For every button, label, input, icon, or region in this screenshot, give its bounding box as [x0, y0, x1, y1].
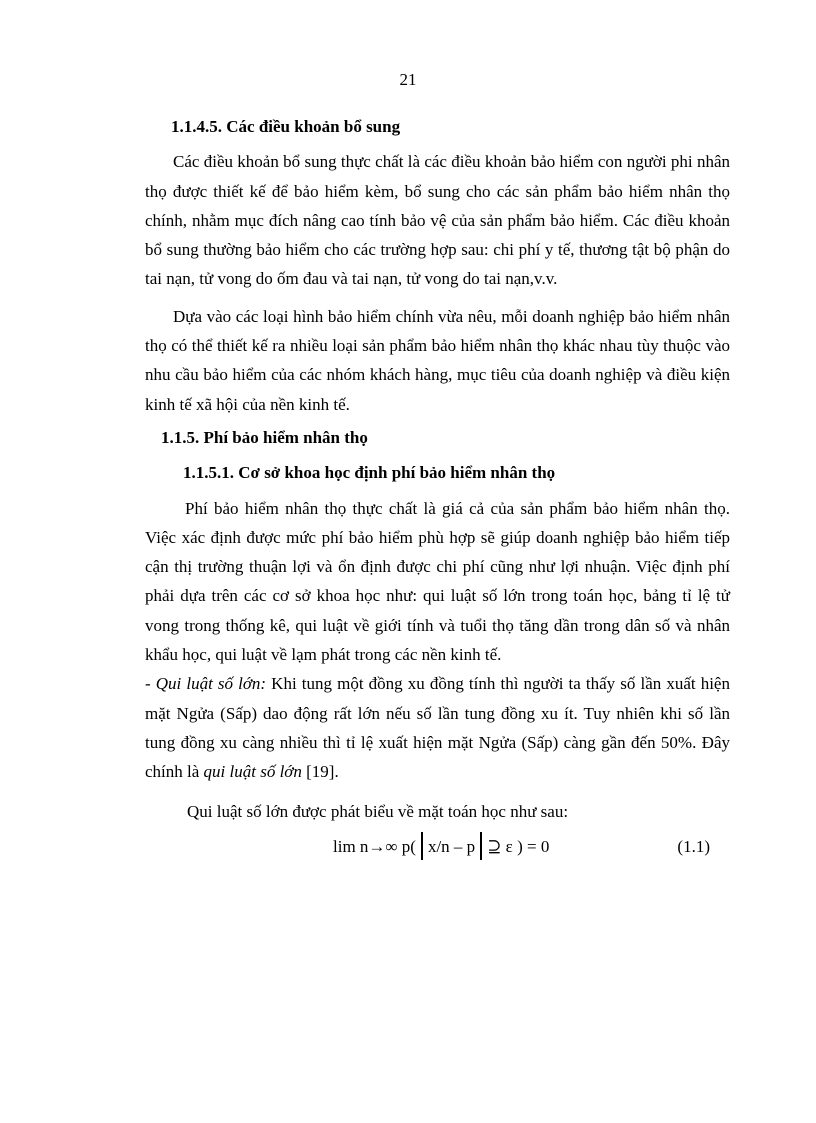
page-content: [145, 112, 730, 866]
law-prefix: -: [145, 674, 156, 694]
page-number: 21: [399, 70, 417, 89]
law-reference: [19].: [301, 762, 339, 782]
formula-number: (1.1): [677, 836, 710, 856]
section-heading-1-1-4-5: 1.1.4.5. Các điều khoản bổ sung: [171, 117, 401, 136]
paragraph: Các điều khoản bổ sung thực chất là các điều khoản bảo hiểm con người phi nhân thọ được thiết kế để bảo hiểm kèm, bổ sung cho các sản phẩm bảo hiểm nhân thọ chính, nhằm mục đích nâng cao tính bảo vệ của sản phẩm bảo hiểm. Các điều khoản bổ sung thường bảo hiểm cho các trường hợp sau: chi phí y tế, thương tật bộ phận do tai nạn, tử vong do ốm đau và tai nạn, tử vong do tai nạn,v.v.: [145, 152, 730, 289]
paragraph: Phí bảo hiểm nhân thọ thực chất là giá cả của sản phẩm bảo hiểm nhân thọ. Việc xác định được mức phí bảo hiểm phù hợp sẽ giúp doanh nghiệp bảo hiểm tiếp cận thị trường thuận lợi và ổn định được chi phí cũng như lợi nhuận. Việc định phí phải dựa trên các cơ sở khoa học như: qui luật số lớn trong toán học, bảng tỉ lệ tử vong trong thống kê, qui luật về giới tính và tuổi thọ tăng dần trong dân số và nhân khẩu học, qui luật về lạm phát trong các nền kinh tế.: [145, 498, 730, 665]
law-paragraph: [145, 669, 730, 786]
formula-1-1: [145, 832, 730, 866]
paragraph: Dựa vào các loại hình bảo hiểm chính vừa nêu, mỗi doanh nghiệp bảo hiểm nhân thọ có thể thiết kế ra nhiều loại sản phẩm bảo hiểm nhân thọ khác nhau tùy thuộc vào nhu cầu bảo hiểm của các nhóm khách hàng, mục tiêu của doanh nghiệp và điều kiện kinh tế xã hội của nền kinh tế.: [145, 306, 730, 414]
section-heading-1-1-5-1: 1.1.5.1. Cơ sở khoa học định phí bảo hiểm nhân thọ: [183, 463, 556, 483]
formula-mid: x/n – p: [427, 836, 476, 856]
law-term: qui luật số lớn: [203, 762, 302, 782]
section-heading-1-1-5: 1.1.5. Phí bảo hiểm nhân thọ: [161, 427, 368, 447]
formula-intro: Qui luật số lớn được phát biểu về mặt toán học như sau:: [187, 801, 569, 821]
formula-left: lim n→∞ p(: [333, 836, 416, 856]
law-label: Qui luật số lớn:: [155, 674, 267, 694]
law-body: Khi tung một đồng xu đồng tính thì người ta thấy số lần xuất hiện mặt Ngửa (Sấp) dao động rất lớn nếu số lần tung đồng xu ít. Tuy nhiên khi số lần tung đồng xu càng nhiều thì tỉ lệ xuất hiện mặt Ngửa (Sấp) càng gần đến 50%. Đây chính là: [145, 674, 730, 782]
formula-expression: [333, 832, 549, 861]
abs-bar-right: [480, 832, 482, 860]
formula-right: ⊇ ε ) = 0: [487, 836, 550, 856]
abs-bar-left: [421, 832, 423, 860]
